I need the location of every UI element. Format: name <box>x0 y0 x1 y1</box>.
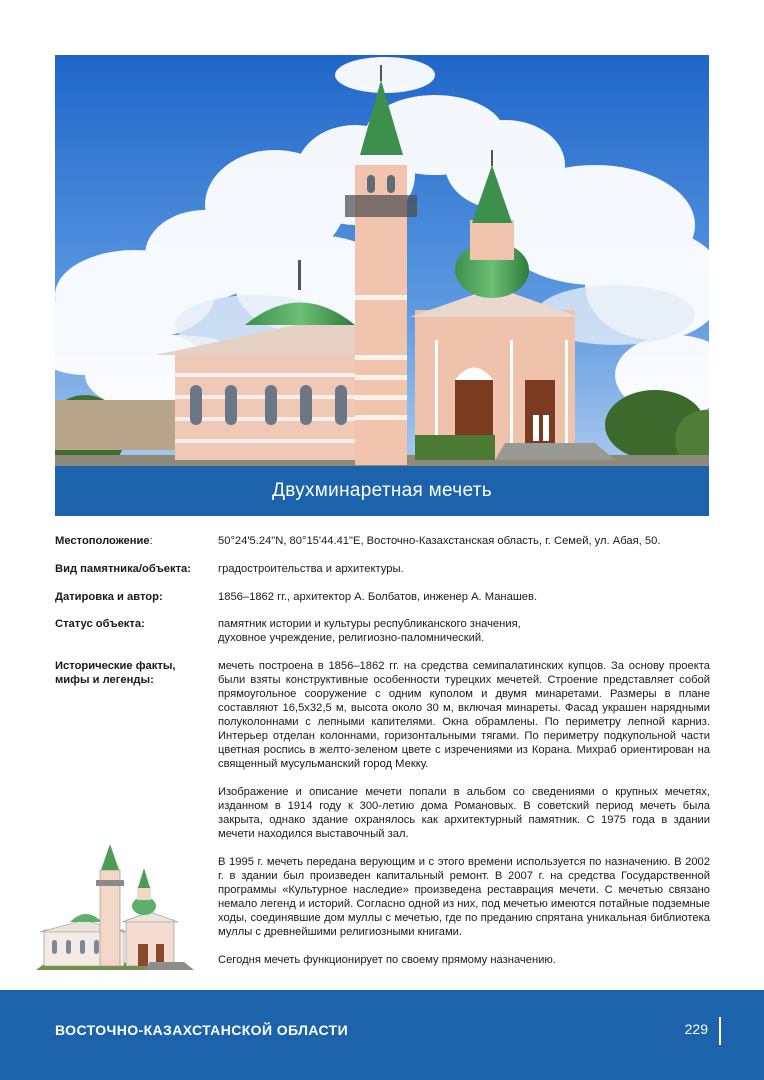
location-value: 50°24'5.24"N, 80°15'44.41"E, Восточно-Казахстанская область, г. Семей, ул. Абая, 50. <box>218 535 661 547</box>
location-label: Местоположение: <box>55 535 153 547</box>
history-paragraph: Изображение и описание мечети попали в альбом со сведениями о крупных мечетях, изданном в 1914 году к 300-летию дома Романовых. В советский период мечеть была закрыта, однако здание охранялось как архитектурный памятник. С 1975 года в здании мечети находился выставочный зал. <box>218 786 710 840</box>
page-number: 229 <box>684 1021 708 1037</box>
history-paragraph: В 1995 г. мечеть передана верующим и с этого времени используется по назначению. В 2002 г. в здании был произведен капитальный ремонт. В 2007 г. на средства Государственной программы «Культурное наследие» произведена реставрация мечети. С мечетью связано немало легенд и историй. Согласно одной из них, под мечетью имеются потайные подземные ходы, соединявшие дом муллы с мечетью, где по преданию спрятана уникальная библиотека муллы с древнейшими религиозными книгами. <box>218 856 710 938</box>
mosque-photo <box>55 55 709 466</box>
history-paragraph: мечеть построена в 1856–1862 гг. на средства семипалатинских купцов. За основу проекта были взяты конструктивные особенности турецких мечетей. Строение представляет собой прямоугольное сооружение с одним куполом и двумя минаретами. Размеры в плане составляют 16,5х32,5 м, высота около 30 м, включая минареты. Фасад украшен нарядными полуколоннами с лепными капителями. Окна обрамлены. По периметру лепной карниз. Интерьер отделан колоннами, горизонтальными тягами. По периметру подкупольной части цветная роспись в желто-зеленом цвете с изречениями из Корана. Михраб ориентирован на священный мусульманский город Мекку. <box>218 660 710 770</box>
page-title: Двухминаретная мечеть <box>55 466 709 516</box>
history-label <box>55 659 215 687</box>
footer-divider <box>719 1017 721 1045</box>
dating-label: Датировка и автор: <box>55 591 163 603</box>
status-value-line: духовное учреждение, религиозно-паломнический. <box>218 632 485 644</box>
history-label-line: Исторические факты, <box>55 660 176 672</box>
history-text <box>218 659 710 981</box>
page-footer <box>0 990 764 1080</box>
type-value: градостроительства и архитектуры. <box>218 563 404 575</box>
history-label-line: мифы и легенды: <box>55 674 154 686</box>
status-value <box>218 617 710 645</box>
mosque-sketch-illustration <box>34 840 196 978</box>
dating-value: 1856–1862 гг., архитектор А. Болбатов, инженер А. Манашев. <box>218 591 538 603</box>
status-value-line: памятник истории и культуры республиканского значения, <box>218 618 521 630</box>
footer-region-title: ВОСТОЧНО-КАЗАХСТАНСКОЙ ОБЛАСТИ <box>55 1022 349 1038</box>
status-label: Статус объекта: <box>55 618 145 630</box>
type-label: Вид памятника/объекта: <box>55 563 191 575</box>
history-paragraph: Сегодня мечеть функционирует по своему прямому назначению. <box>218 954 556 966</box>
